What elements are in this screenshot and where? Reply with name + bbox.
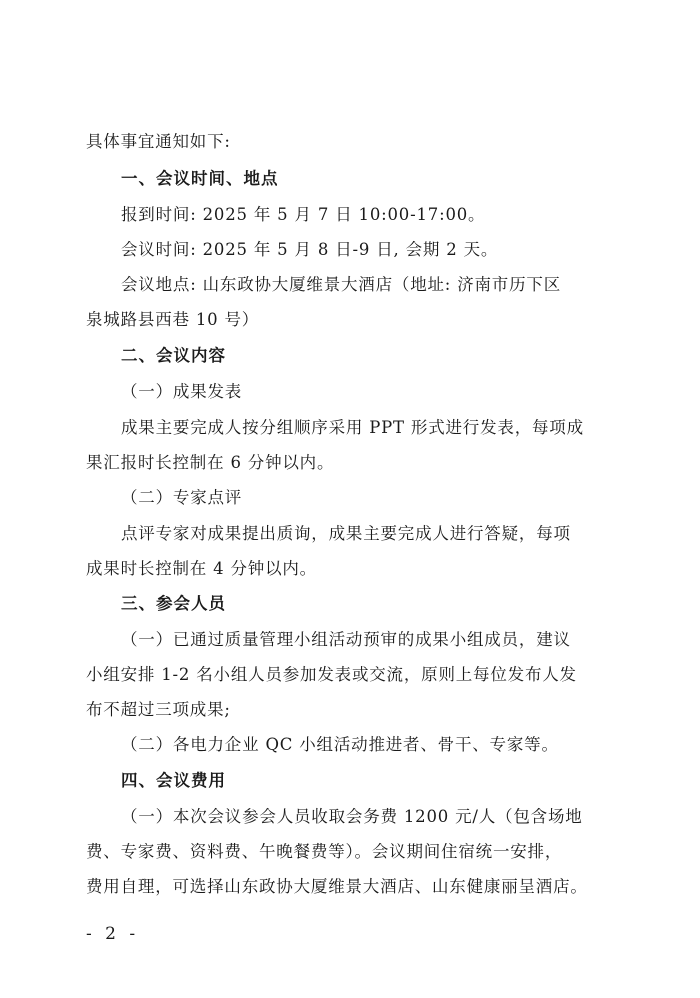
- section3-item1-line-1: （一）已通过质量管理小组活动预审的成果小组成员，建议: [121, 630, 571, 649]
- registration-time: 报到时间: 2025 年 5 月 7 日 10:00-17:00。: [121, 205, 486, 224]
- section3-item1-line-3: 布不超过三项成果;: [86, 700, 231, 719]
- venue-line-1: 会议地点: 山东政协大厦维景大酒店（地址: 济南市历下区: [121, 275, 562, 294]
- section2-sub2-title: （二）专家点评: [121, 488, 243, 507]
- section1-heading: 一、会议时间、地点: [121, 169, 279, 188]
- meeting-time: 会议时间: 2025 年 5 月 8 日-9 日, 会期 2 天。: [121, 240, 499, 259]
- section3-heading: 三、参会人员: [121, 594, 226, 613]
- section2-sub2-line-1: 点评专家对成果提出质询，成果主要完成人进行答疑，每项: [121, 524, 571, 543]
- section4-item1-line-2: 费、专家费、资料费、午晚餐费等）。会议期间住宿统一安排，: [86, 842, 563, 861]
- section2-sub1-line-2: 果汇报时长控制在 6 分钟以内。: [86, 453, 335, 472]
- venue-line-2: 泉城路县西巷 10 号）: [86, 310, 260, 329]
- section2-sub1-title: （一）成果发表: [121, 382, 243, 401]
- section4-heading: 四、会议费用: [121, 771, 226, 790]
- section3-item1-line-2: 小组安排 1-2 名小组人员参加发表或交流，原则上每位发布人发: [86, 665, 577, 684]
- page-number: - 2 -: [86, 924, 140, 944]
- section4-item1-line-1: （一）本次会议参会人员收取会务费 1200 元/人（包含场地: [121, 807, 583, 826]
- section3-item2-line-1: （二）各电力企业 QC 小组活动推进者、骨干、专家等。: [121, 735, 559, 754]
- section4-item1-line-3: 费用自理，可选择山东政协大厦维景大酒店、山东健康丽呈酒店。: [86, 877, 588, 896]
- section2-sub2-line-2: 成果时长控制在 4 分钟以内。: [86, 559, 317, 578]
- section2-heading: 二、会议内容: [121, 346, 226, 365]
- section2-sub1-line-1: 成果主要完成人按分组顺序采用 PPT 形式进行发表，每项成: [121, 418, 584, 437]
- intro-text: 具体事宜通知如下:: [86, 132, 231, 151]
